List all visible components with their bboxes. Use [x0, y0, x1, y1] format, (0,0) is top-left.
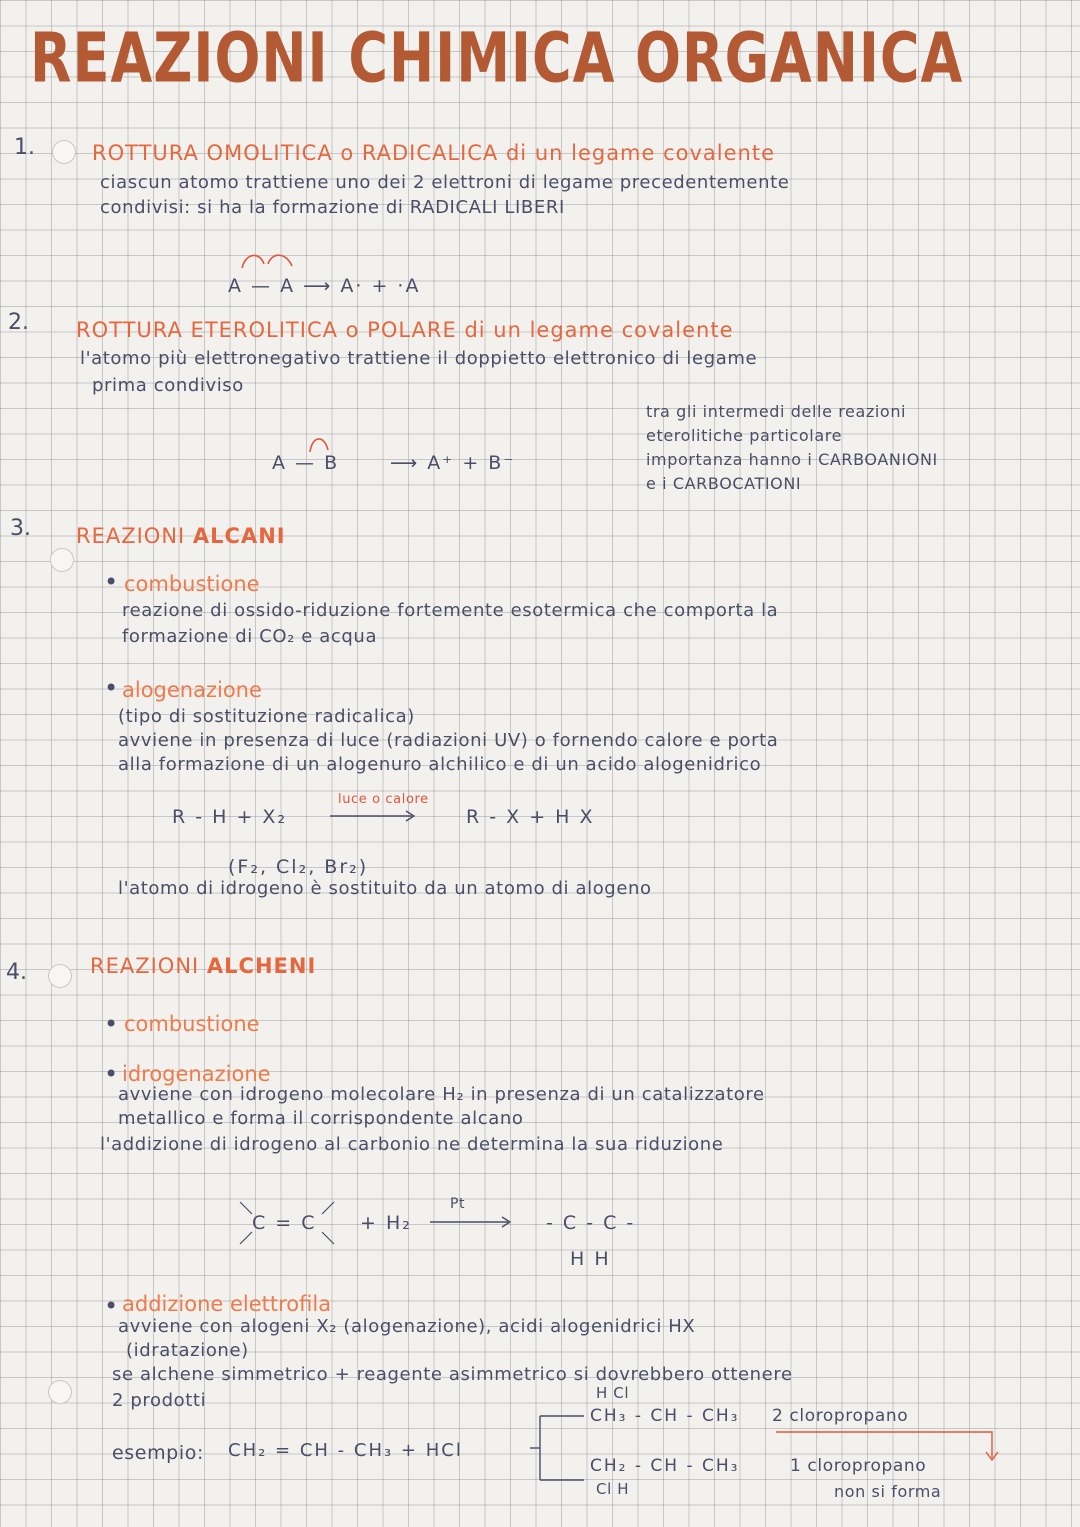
subheading: combustione: [124, 1012, 260, 1036]
product-top-atoms: H Cl: [596, 1384, 630, 1402]
catalyst: Pt: [450, 1196, 466, 1212]
text-line: avviene con idrogeno molecolare H₂ in presenza di un catalizzatore: [118, 1084, 765, 1105]
note-line: eterolitiche particolare: [646, 426, 843, 445]
text-line: 2 prodotti: [112, 1390, 207, 1411]
product-bottom-atoms: Cl H: [596, 1480, 630, 1498]
text-line: reazione di ossido-riduzione fortemente esotermica che comporta la: [122, 600, 779, 621]
text-line: metallico e forma il corrispondente alcano: [118, 1108, 524, 1129]
text-line: (idratazione): [126, 1340, 249, 1361]
subheading: addizione elettrofila: [122, 1292, 332, 1316]
bullet-icon: •: [104, 1060, 119, 1088]
bullet-icon: •: [104, 568, 119, 596]
reaction-formula: R - H + X₂: [172, 806, 288, 828]
text-line: l'atomo di idrogeno è sostituito da un atomo di alogeno: [118, 878, 652, 899]
punch-hole: [52, 140, 76, 164]
section-number: 1.: [14, 135, 35, 160]
subheading: combustione: [124, 572, 260, 596]
reaction-arrow-icon: [430, 1216, 520, 1228]
section-number: 2.: [8, 310, 29, 335]
punch-hole: [48, 964, 72, 988]
alkane-formula: - C - C -: [546, 1212, 636, 1234]
product-formula: CH₃ - CH - CH₃: [590, 1406, 740, 1426]
section-heading: ROTTURA ETEROLITICA o POLARE di un legame covalente: [76, 318, 734, 342]
product-formula: CH₂ - CH - CH₃: [590, 1456, 740, 1476]
section-heading: ROTTURA OMOLITICA o RADICALICA di un legame covalente: [92, 141, 776, 165]
note-line: e i CARBOCATIONI: [646, 474, 802, 493]
text-line: ciascun atomo trattiene uno dei 2 elettroni di legame precedentemente: [100, 172, 790, 193]
page-title: REAZIONI CHIMICA ORGANICA: [30, 18, 964, 99]
note-line: importanza hanno i CARBOANIONI: [646, 450, 938, 469]
product-name: 1 cloropropano: [790, 1456, 927, 1476]
reaction-products: ⟶ A⁺ + B⁻: [390, 452, 516, 474]
heading-prefix: REAZIONI: [90, 954, 207, 978]
reaction-arrow-icon: [330, 810, 420, 822]
halogen-list: (F₂, Cl₂, Br₂): [228, 856, 369, 878]
reaction-formula: A — A ⟶ A· + ·A: [228, 275, 421, 297]
reaction-products: R - X + H X: [466, 806, 595, 828]
text-line: l'atomo più elettronegativo trattiene il doppietto elettronico di legame: [80, 348, 758, 369]
heading-prefix: REAZIONI: [76, 524, 193, 548]
product-note: non si forma: [834, 1482, 942, 1501]
reaction-condition: luce o calore: [338, 792, 429, 807]
subheading: idrogenazione: [122, 1062, 271, 1086]
bullet-icon: •: [104, 674, 119, 702]
bullet-icon: •: [104, 1292, 119, 1320]
text-line: (tipo di sostituzione radicalica): [118, 706, 415, 727]
reagent: + H₂: [360, 1212, 412, 1234]
punch-hole: [50, 548, 74, 572]
text-line: se alchene simmetrico + reagente asimmetrico si dovrebbero ottenere: [112, 1364, 793, 1385]
section-heading: [90, 954, 316, 978]
bracket-icon: [530, 1412, 590, 1484]
reaction-formula: A — B: [272, 452, 340, 474]
text-line: prima condiviso: [92, 375, 244, 396]
punch-hole: [48, 1380, 72, 1404]
heading-keyword: ALCANI: [192, 524, 286, 548]
section-heading: [76, 524, 286, 548]
text-line: l'addizione di idrogeno al carbonio ne determina la sua riduzione: [100, 1134, 724, 1155]
alkane-hydrogens: H H: [570, 1248, 611, 1270]
text-line: alla formazione di un alogenuro alchilico e di un acido alogenidrico: [118, 754, 762, 775]
text-line: condivisi: si ha la formazione di RADICALI LIBERI: [100, 197, 565, 218]
text-line: avviene con alogeni X₂ (alogenazione), acidi alogenidrici HX: [118, 1316, 696, 1337]
curved-arrows-icon: [238, 250, 298, 272]
subheading: alogenazione: [122, 678, 262, 702]
heading-keyword: ALCHENI: [206, 954, 317, 978]
text-line: formazione di CO₂ e acqua: [122, 626, 378, 647]
section-number: 4.: [6, 960, 27, 985]
note-line: tra gli intermedi delle reazioni: [646, 402, 907, 421]
alkene-formula: C = C: [252, 1212, 317, 1234]
example-reaction: CH₂ = CH - CH₃ + HCl: [228, 1440, 463, 1461]
product-name: 2 cloropropano: [772, 1406, 909, 1426]
example-label: esempio:: [112, 1442, 204, 1464]
text-line: avviene in presenza di luce (radiazioni UV) o fornendo calore e porta: [118, 730, 779, 751]
section-number: 3.: [10, 516, 31, 541]
bullet-icon: •: [104, 1010, 119, 1038]
